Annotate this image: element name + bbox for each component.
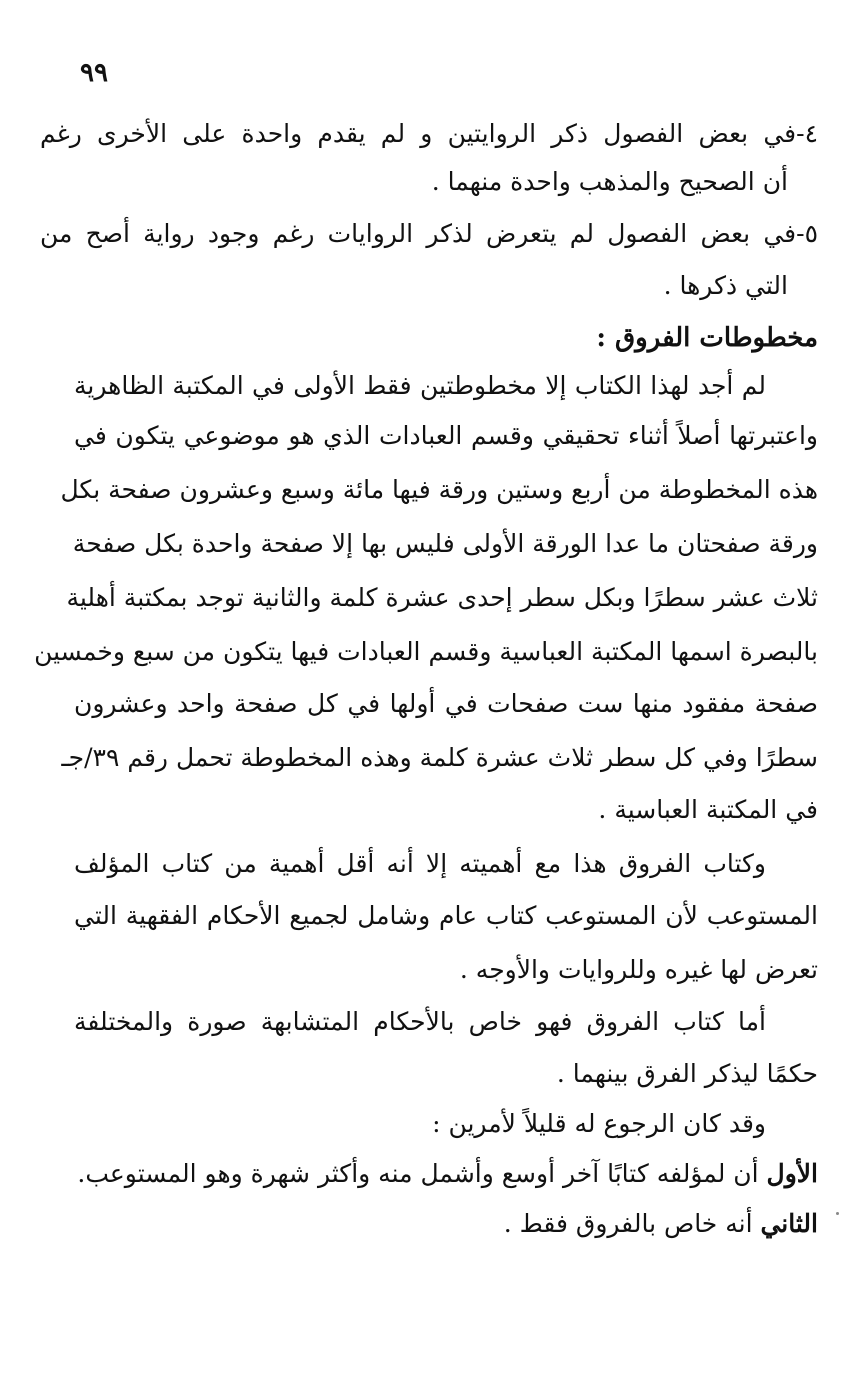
paragraph-1-line-9: في المكتبة العباسية . xyxy=(598,795,818,824)
paragraph-1-line-3: هذه المخطوطة من أربع وستين ورقة فيها مائة وسبع وعشرون صفحة بكل xyxy=(60,475,818,504)
paragraph-1-line-4: ورقة صفحتان ما عدا الورقة الأولى فليس بها إلا صفحة واحدة بكل صفحة xyxy=(72,529,818,558)
reason-second-label: الثاني xyxy=(760,1209,818,1238)
paragraph-2-line-2: المستوعب لأن المستوعب كتاب عام وشامل لجميع الأحكام الفقهية التي xyxy=(74,901,818,930)
list-item-5-line-2: التي ذكرها . xyxy=(663,271,788,300)
paragraph-2-line-1: وكتاب الفروق هذا مع أهميته إلا أنه أقل أهمية من كتاب المؤلف xyxy=(74,849,766,878)
margin-mark xyxy=(836,1212,839,1215)
paragraph-3-line-1: أما كتاب الفروق فهو خاص بالأحكام المتشابهة صورة والمختلفة xyxy=(74,1007,766,1036)
reason-first xyxy=(74,1150,818,1198)
paragraph-1-line-7: صفحة مفقود منها ست صفحات في أولها في كل صفحة واحد وعشرون xyxy=(74,689,818,718)
list-item-5-line-1: ٥-في بعض الفصول لم يتعرض لذكر الروايات رغم وجود رواية أصح من xyxy=(40,219,818,248)
paragraph-1-line-2: واعتبرتها أصلاً أثناء تحقيقي وقسم العبادات الذي هو موضوعي يتكون في xyxy=(74,421,818,450)
paragraph-4-line-1: وقد كان الرجوع له قليلاً لأمرين : xyxy=(432,1109,766,1138)
paragraph-2-line-3: تعرض لها غيره وللروايات والأوجه . xyxy=(459,955,818,984)
reason-first-label: الأول xyxy=(766,1159,818,1188)
reason-first-text: أن لمؤلفه كتابًا آخر أوسع وأشمل منه وأكثر شهرة وهو المستوعب. xyxy=(77,1159,767,1188)
list-item-4-line-1: ٤-في بعض الفصول ذكر الروايتين و لم يقدم واحدة على الأخرى رغم xyxy=(40,119,818,148)
section-heading: مخطوطات الفروق : xyxy=(596,323,818,353)
reason-second-text: أنه خاص بالفروق فقط . xyxy=(503,1209,761,1238)
paragraph-1-line-5: ثلاث عشر سطرًا وبكل سطر إحدى عشرة كلمة والثانية توجد بمكتبة أهلية xyxy=(66,583,818,612)
paragraph-3-line-2: حكمًا ليذكر الفرق بينهما . xyxy=(556,1059,818,1088)
paragraph-1-line-8: سطرًا وفي كل سطر ثلاث عشرة كلمة وهذه المخطوطة تحمل رقم ٣٩/جـ xyxy=(61,743,818,772)
paragraph-1-line-6: بالبصرة اسمها المكتبة العباسية وقسم العبادات فيها يتكون من سبع وخمسين xyxy=(34,637,818,666)
page-number: ٩٩ xyxy=(80,58,108,88)
reason-second xyxy=(74,1200,818,1248)
list-item-4-line-2: أن الصحيح والمذهب واحدة منهما . xyxy=(431,167,788,196)
paragraph-1-line-1: لم أجد لهذا الكتاب إلا مخطوطتين فقط الأولى في المكتبة الظاهرية xyxy=(74,371,766,400)
